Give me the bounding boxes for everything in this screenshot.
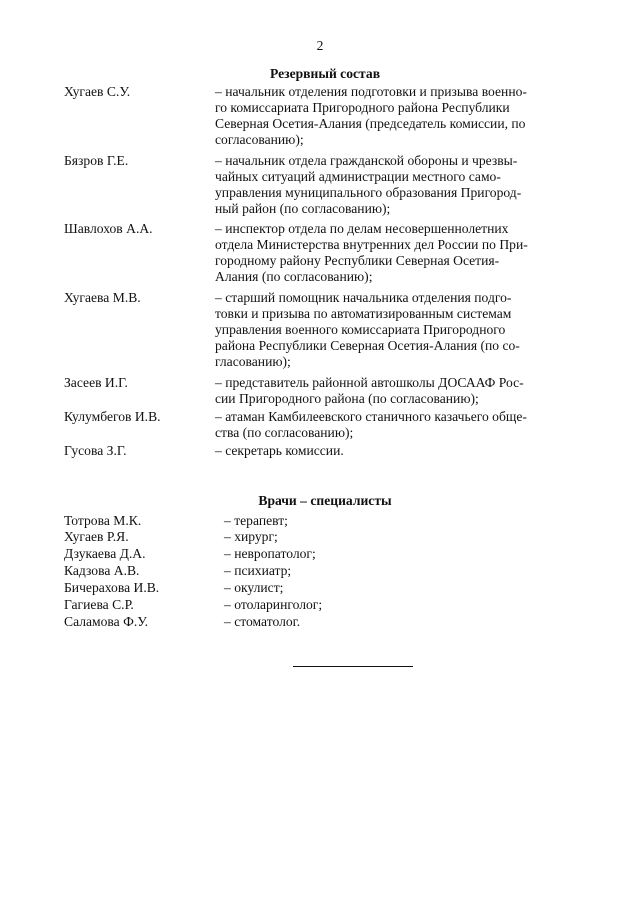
member-name: Хугаев С.У. [64,84,131,99]
doctor-item [64,614,464,630]
doctors-heading: Врачи – специалисты [258,493,392,508]
role-line: управления военного комиссариата Пригородного [215,322,506,337]
role-line: гласованию); [215,354,291,369]
closing-rule [293,666,413,667]
role-line: Алания (по согласованию); [215,269,373,284]
member-name: Засеев И.Г. [64,375,128,390]
role-line: городному району Республики Северная Осетия- [215,253,500,268]
member-role [215,153,561,217]
member-name: Шавлохов А.А. [64,221,153,236]
member-name: Кулумбегов И.В. [64,409,161,424]
doctor-item [64,513,464,529]
role-line: го комиссариата Пригородного района Республики [215,100,510,115]
role-line: ный район (по согласованию); [215,201,391,216]
doctor-name: Гагиева С.Р. [64,597,134,612]
role-line: – начальник отделения подготовки и призыва военно- [215,84,527,99]
role-line: товки и призыва по автоматизированным системам [215,306,512,321]
doctor-item [64,580,464,596]
doctor-name: Хугаев Р.Я. [64,529,129,544]
role-line: сии Пригородного района (по согласованию); [215,391,479,406]
member-role [215,375,561,407]
role-line: управления муниципального образования Пригород- [215,185,522,200]
role-line: согласованию); [215,132,304,147]
role-line: ства (по согласованию); [215,425,354,440]
doctor-specialty: – отоларинголог; [224,597,323,612]
role-line: района Республики Северная Осетия-Алания (по со- [215,338,520,353]
member-role [215,443,561,459]
role-line: чайных ситуаций администрации местного само- [215,169,501,184]
member-name: Хугаева М.В. [64,290,141,305]
doctor-name: Тотрова М.К. [64,513,142,528]
member-name: Бязров Г.Е. [64,153,129,168]
doctor-specialty: – стоматолог. [224,614,301,629]
doctor-name: Бичерахова И.В. [64,580,160,595]
role-line: – старший помощник начальника отделения подго- [215,290,512,305]
role-line: отдела Министерства внутренних дел России по При- [215,237,528,252]
role-line: – представитель районной автошколы ДОСААФ Рос- [215,375,524,390]
doctor-specialty: – невропатолог; [224,546,316,561]
role-line: – инспектор отдела по делам несовершеннолетних [215,221,509,236]
doctor-specialty: – терапевт; [224,513,288,528]
doctor-name: Дзукаева Д.А. [64,546,146,561]
reserve-heading: Резервный состав [269,66,381,81]
doctor-specialty: – окулист; [224,580,284,595]
doctor-name: Саламова Ф.У. [64,614,149,629]
doctor-specialty: – хирург; [224,529,278,544]
role-line: – атаман Камбилеевского станичного казачьего обще- [215,409,527,424]
member-role [215,290,561,370]
role-line: – секретарь комиссии. [215,443,344,458]
member-role [215,409,561,441]
role-line: – начальник отдела гражданской обороны и чрезвы- [215,153,518,168]
doctor-specialty: – психиатр; [224,563,292,578]
doctor-item [64,529,464,545]
doctor-name: Кадзова А.В. [64,563,140,578]
role-line: Северная Осетия-Алания (председатель комиссии, по [215,116,526,131]
doctor-item [64,563,464,579]
member-role [215,221,561,285]
doctor-item [64,546,464,562]
member-role [215,84,561,148]
member-name: Гусова З.Г. [64,443,127,458]
doctor-item [64,597,464,613]
page-number: 2 [316,38,324,53]
